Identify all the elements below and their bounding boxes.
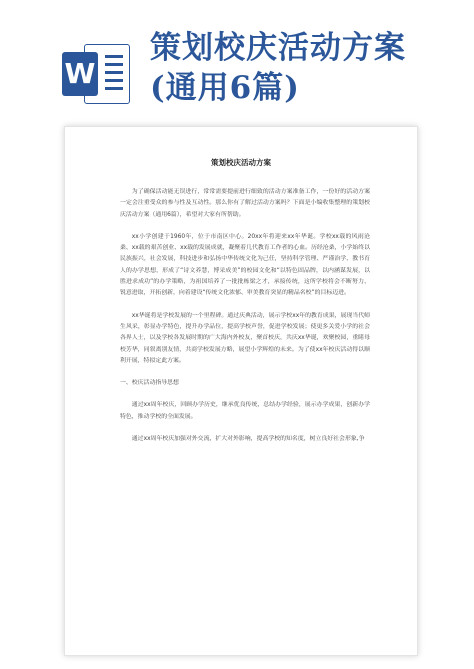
- paragraph: 通过xx周年校庆，回顾办学历史，继承优良传统，总结办学经验，展示办学成果，创新办学特色，推动学校的全面发展。: [120, 402, 370, 420]
- paragraph: 通过xx周年校庆加强对外交流，扩大对外影响，提高学校的知名度，树立良好社会形象,争: [131, 436, 365, 443]
- paragraph: xx小学创建于1960年，位于市南区中心。20xx年将迎来xx年华诞。学校xx载的风雨沧桑、xx载的艰苦创业、xx载的发展成就，凝聚着几代教育工作者的心血。历经沧桑，小学始终以民族振兴，社会发展，科技进步和弘扬中华传统文化为己任，坚持科学管理、严谨治学、教书育人的办学思想，形成了“诗文养慧，博采成美”的校园文化和“以特色固品牌，以内涵谋发展，以胜进求成功”的办学策略，为祖国培养了一批批栋梁之才，承接传统，这所学校将会不断努力、锐意进取，开拓创新，向着建设“传统文化浓郁、审美教育突显的精品名校”的目标迈进。: [120, 233, 370, 297]
- word-icon: [62, 38, 134, 110]
- word-badge-letter: W: [62, 52, 98, 96]
- document-body: [120, 187, 370, 456]
- document-page: [64, 126, 418, 656]
- section-heading: 一、校庆活动指导思想: [120, 380, 179, 387]
- paragraph: 为了确保活动能无误进行，常常需要提前进行细致的活动方案准备工作，一份好的活动方案一定会注重受众的参与性及互动性。那么你有了解过活动方案吗？下面是小编收集整理的策划校庆活动方案（通用6篇），希望对大家有所帮助。: [120, 189, 370, 218]
- page-title-line-2: (通用6篇): [150, 70, 300, 106]
- page-title-line-1: 策划校庆活动方案: [150, 30, 406, 66]
- document-header: [0, 0, 474, 120]
- paragraph: xx华诞将是学校发展的一个里程碑。通过庆典活动，展示学校xx年的教育成果，展现当代师生风采，彰显办学特色，提升办学品位，提高学校声誉，促进学校发展；使更多关爱小学的社会各界人士，以及学校各发展时期的广大海内外校友，聚首校庆，共庆xx华诞，欢聚校园，重睹母校芳华，同叙离别友情，共商学校发展方略，展望小学辉煌的未来。为了使xx年校庆活动得以顺利开展，特拟定此方案。: [120, 312, 370, 364]
- document-title: 策划校庆活动方案: [211, 158, 271, 167]
- page-title: [150, 28, 470, 108]
